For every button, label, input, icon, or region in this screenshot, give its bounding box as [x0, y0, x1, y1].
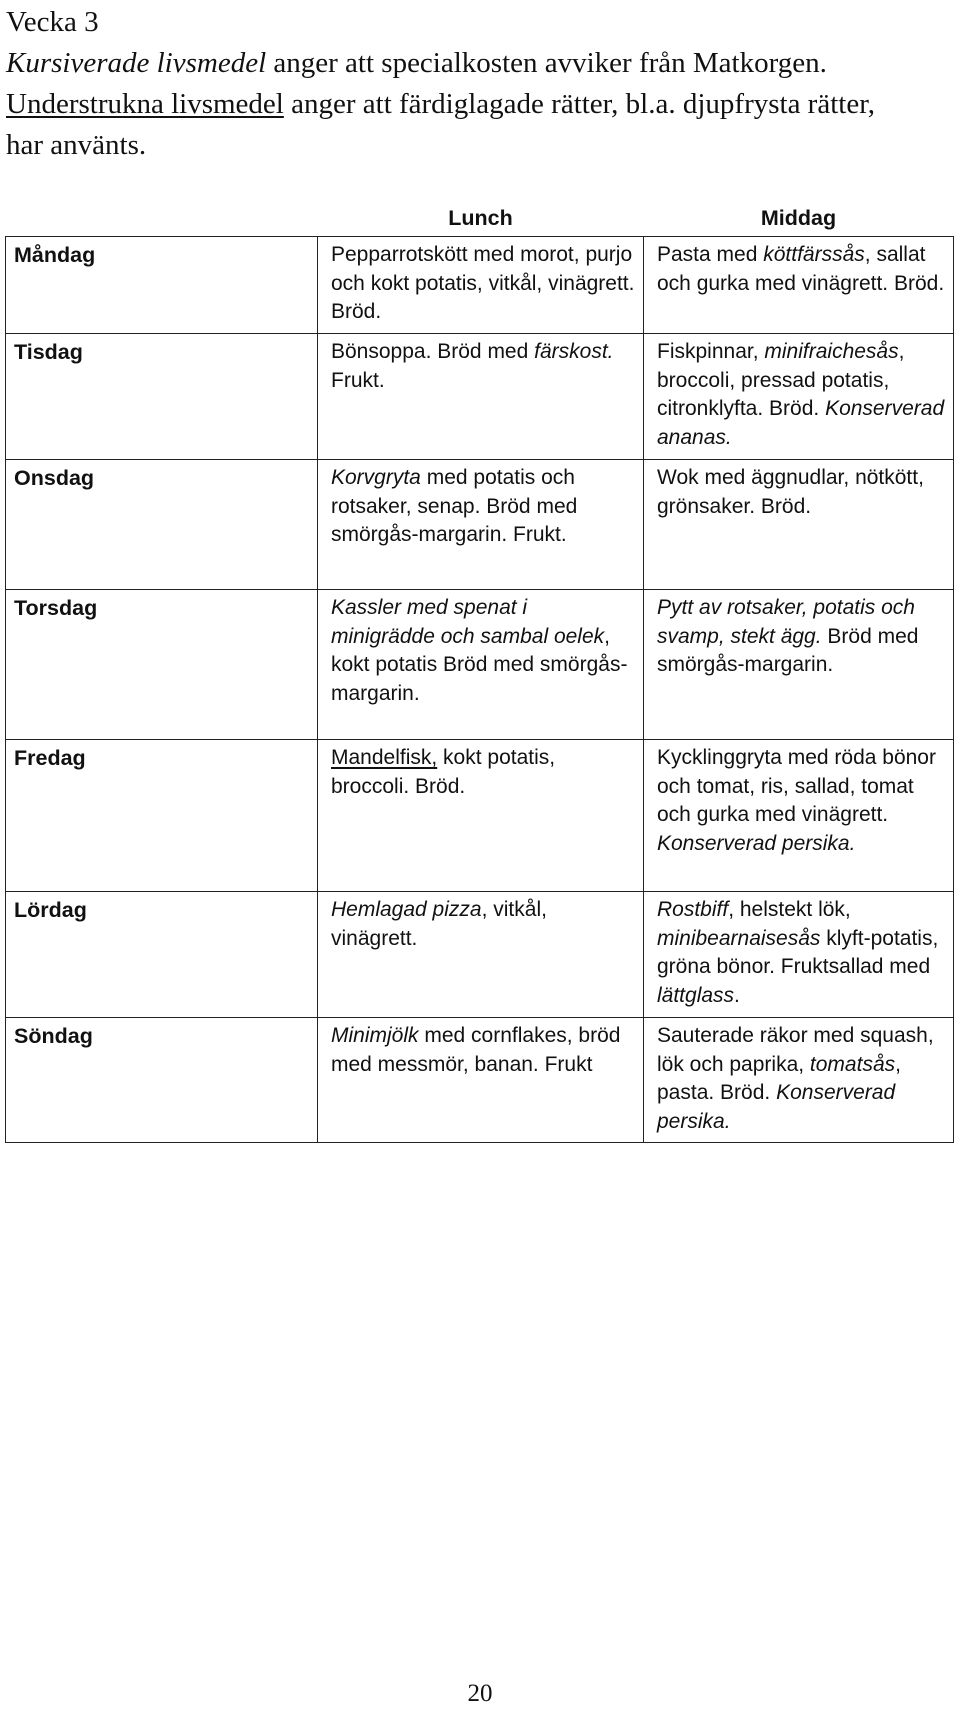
dinner-text-segment: köttfärssås — [763, 243, 865, 266]
lunch-text-segment: Pepparrotskött med morot, purjo och kokt potatis, vitkål, vinägrett. Bröd. — [331, 243, 635, 323]
dinner-text-segment: minifraichesås — [764, 340, 899, 363]
legend-underline-text: anger att färdiglagade rätter, bl.a. djupfrysta rätter, — [283, 88, 875, 120]
day-cell: Lördag — [6, 892, 318, 1018]
lunch-text-segment: färskost. — [534, 340, 614, 363]
table-row — [6, 740, 954, 892]
dinner-text-segment: minibearnaisesås — [657, 926, 821, 950]
dinner-text-segment: klyft-potatis, gröna bönor. Fruktsallad med — [657, 926, 939, 978]
table-row — [6, 334, 954, 460]
lunch-cell — [318, 590, 644, 740]
intro-text — [6, 2, 946, 166]
lunch-text-segment: , kokt potatis Bröd med smörgås-margarin. — [331, 624, 628, 705]
dinner-text-segment: Rostbiff — [657, 898, 729, 921]
dinner-text-segment: Pytt av rotsaker, potatis och svamp, stekt ägg. — [657, 596, 915, 648]
lunch-text-segment: med potatis och rotsaker, senap. Bröd med smörgås-margarin. Frukt. — [331, 466, 578, 546]
table-row — [6, 1018, 954, 1143]
legend-line-italic — [6, 43, 946, 84]
lunch-text-segment: Kassler med spenat i minigrädde och sambal oelek — [331, 596, 605, 648]
weekly-menu-table — [5, 200, 954, 1143]
lunch-column-header: Lunch — [448, 205, 513, 230]
dinner-text-segment: . — [734, 983, 740, 1007]
dinner-text-segment: Wok med äggnudlar, nötkött, grönsaker. Bröd. — [657, 466, 924, 518]
dinner-text-segment: Fiskpinnar, — [657, 340, 765, 363]
dinner-text-segment: , sallat och gurka med vinägrett. Bröd. — [657, 243, 945, 295]
dinner-cell — [644, 1018, 954, 1143]
lunch-text-segment: med cornflakes, bröd med messmör, banan. Frukt — [331, 1024, 621, 1076]
dinner-column-header: Middag — [760, 205, 837, 230]
dinner-text-segment: lättglass — [657, 983, 735, 1007]
dinner-cell — [644, 460, 954, 590]
dinner-text-segment: Pasta med — [657, 243, 764, 266]
legend-underline-term: Understrukna livsmedel — [6, 88, 284, 120]
day-cell: Torsdag — [6, 590, 318, 740]
lunch-cell — [318, 334, 644, 460]
table-header-row — [6, 200, 954, 237]
day-cell: Onsdag — [6, 460, 318, 590]
lunch-text-segment: Minimjölk — [331, 1024, 419, 1047]
dinner-text-segment: , pasta. Bröd. — [657, 1052, 901, 1104]
table-row — [6, 460, 954, 590]
dinner-text-segment: Konserverad persika. — [657, 831, 856, 855]
legend-line-3: har använts. — [6, 129, 147, 161]
day-cell: Söndag — [6, 1018, 318, 1143]
dinner-cell — [644, 892, 954, 1018]
dinner-text-segment: Sauterade räkor med squash, lök och paprika, — [657, 1024, 934, 1076]
dinner-text-segment: , broccoli, pressad potatis, citronklyfta. Bröd. — [657, 340, 905, 420]
lunch-cell — [318, 237, 644, 334]
page-number: 20 — [467, 1680, 493, 1707]
legend-italic-term: Kursiverade livsmedel — [6, 47, 267, 79]
dinner-cell — [644, 237, 954, 334]
lunch-text-segment: Bönsoppa. Bröd med — [331, 340, 535, 363]
day-cell: Tisdag — [6, 334, 318, 460]
lunch-text-segment: Frukt. — [331, 368, 385, 392]
dinner-text-segment: tomatsås — [809, 1052, 896, 1076]
week-heading: Vecka 3 — [6, 6, 99, 38]
table-row — [6, 892, 954, 1018]
lunch-cell — [318, 1018, 644, 1143]
day-cell: Fredag — [6, 740, 318, 892]
lunch-text-segment: Hemlagad pizza — [331, 898, 482, 921]
table-row — [6, 237, 954, 334]
dinner-text-segment: Konserverad ananas. — [657, 397, 945, 449]
lunch-text-segment: kokt potatis, broccoli. Bröd. — [331, 746, 556, 798]
lunch-text-segment: Mandelfisk, — [331, 746, 438, 769]
dinner-cell — [644, 740, 954, 892]
lunch-cell — [318, 460, 644, 590]
dinner-cell — [644, 590, 954, 740]
table-row — [6, 590, 954, 740]
lunch-text-segment: , vitkål, vinägrett. — [331, 898, 547, 950]
legend-line-underline — [6, 84, 946, 125]
dinner-text-segment: Kycklinggryta med röda bönor och tomat, ris, sallad, tomat och gurka med vinägrett. — [657, 746, 936, 826]
lunch-text-segment: Korvgryta — [331, 466, 421, 489]
day-cell: Måndag — [6, 237, 318, 334]
dinner-cell — [644, 334, 954, 460]
dinner-text-segment: , helstekt lök, — [728, 898, 851, 921]
dinner-text-segment: Bröd med smörgås-margarin. — [657, 624, 919, 676]
dinner-text-segment: Konserverad persika. — [657, 1081, 896, 1133]
lunch-cell — [318, 740, 644, 892]
day-column-header — [6, 200, 318, 237]
legend-italic-text: anger att specialkosten avviker från Matkorgen. — [266, 47, 827, 79]
lunch-cell — [318, 892, 644, 1018]
